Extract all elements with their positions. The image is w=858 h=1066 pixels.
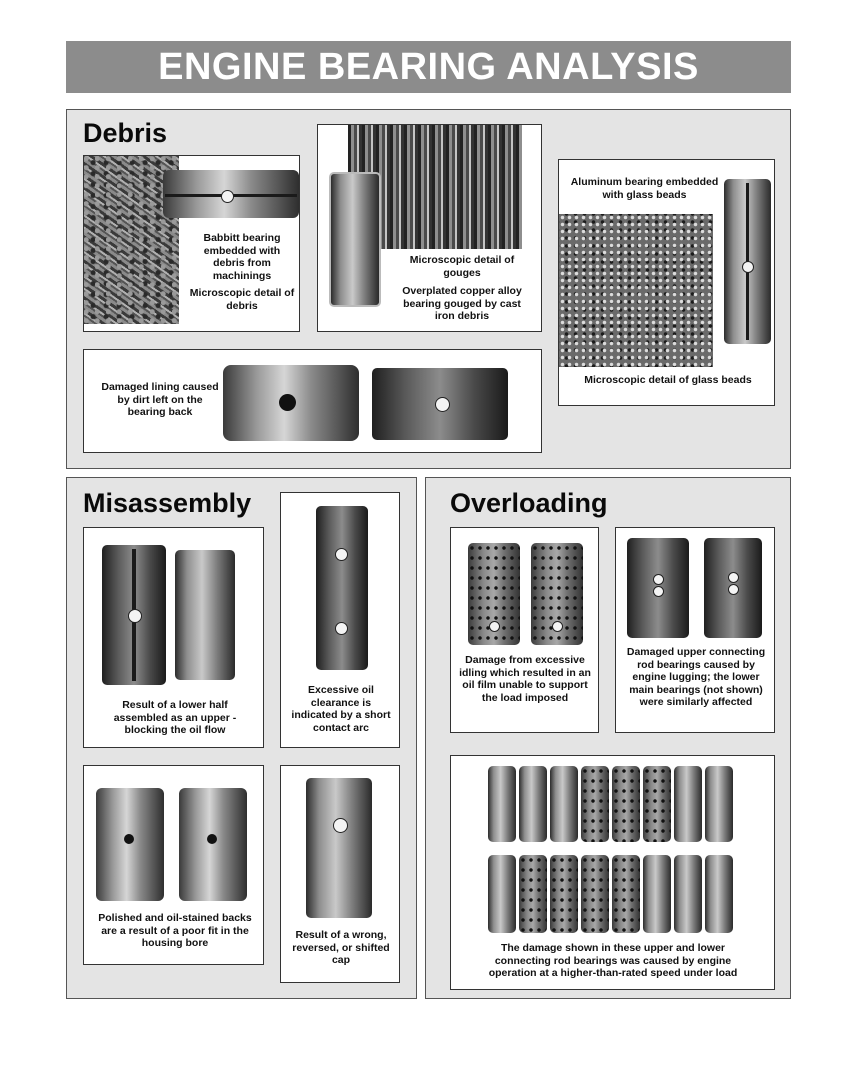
polished-card [83,765,264,965]
speed-bearing [643,766,671,842]
lugging-card [615,527,775,733]
speed-bearing [488,855,516,933]
speed-bearings-lower-row [488,855,738,935]
oil-clearance-caption: Excessive oil clearance is indicated by a short contact arc [291,684,391,734]
polished-caption: Polished and oil-stained backs are a result of a poor fit in the housing bore [98,912,252,949]
speed-bearing [488,766,516,842]
speed-bearing [674,855,702,933]
wrong-cap-card [280,765,400,983]
polished-bearing-left-photo [96,788,164,901]
idling-caption: Damage from excessive idling which resulted in an oil film unable to support the load imposed [459,654,591,704]
copper-card [317,124,542,332]
aluminum-card [558,159,775,406]
misassembly-title: Misassembly [83,488,252,518]
lugging-bearing-right-photo [704,538,762,638]
debris-title: Debris [83,118,168,148]
speed-bearing [550,766,578,842]
speed-bearing [519,766,547,842]
lugging-bearing-left-photo [627,538,689,638]
speed-bearing [612,855,640,933]
idling-bearing-right-photo [531,543,583,645]
idling-bearing-left-photo [468,543,520,645]
gouges-micro-caption: Microscopic detail of gouges [409,254,515,279]
wrong-cap-caption: Result of a wrong, reversed, or shifted cap [292,929,390,966]
speed-bearing [519,855,547,933]
aluminum-caption: Aluminum bearing embedded with glass beads [570,176,719,201]
page-title: ENGINE BEARING ANALYSIS [66,41,791,93]
misassembly-section [66,477,417,999]
lining-bearing-back-photo [223,365,359,441]
speed-caption: The damage shown in these upper and lower connecting rod bearings was caused by engine operation at a higher-than-rated speed under load [488,942,738,979]
overloading-title: Overloading [450,488,608,518]
copper-bearing-photo [329,172,381,307]
lower-half-card [83,527,264,748]
babbitt-card [83,155,300,332]
babbitt-bearing-photo [163,170,299,226]
speed-bearing [705,766,733,842]
speed-bearings-upper-row [488,766,738,844]
lugging-caption: Damaged upper connecting rod bearings caused by engine lugging; the lower main bearings (not shown) were similarly affected [626,646,766,708]
lining-caption: Damaged lining caused by dirt left on the bearing back [101,381,219,418]
speed-bearing [550,855,578,933]
babbitt-micro-caption: Microscopic detail of debris [189,287,295,312]
speed-card [450,755,775,990]
lower-half-caption: Result of a lower half assembled as an upper - blocking the oil flow [113,699,237,736]
speed-bearing [674,766,702,842]
polished-bearing-right-photo [179,788,247,901]
glass-micro-caption: Microscopic detail of glass beads [584,374,752,386]
glass-micro-photo [559,214,713,367]
upper-bearing-photo [175,550,235,680]
speed-bearing [581,766,609,842]
idling-card [450,527,599,733]
debris-section [66,109,791,469]
lining-card [83,349,542,453]
speed-bearing [643,855,671,933]
oil-clearance-card [280,492,400,748]
lining-bearing-face-photo [372,368,508,440]
speed-bearing [581,855,609,933]
oil-clearance-bearing-photo [316,506,368,670]
aluminum-bearing-photo [724,179,771,344]
speed-bearing [612,766,640,842]
babbitt-caption: Babbitt bearing embedded with debris from machinings [203,232,281,282]
speed-bearing [705,855,733,933]
overloading-section [425,477,791,999]
copper-caption: Overplated copper alloy bearing gouged by cast iron debris [402,285,522,322]
lower-half-bearing-photo [102,545,166,685]
wrong-cap-bearing-photo [306,778,372,918]
